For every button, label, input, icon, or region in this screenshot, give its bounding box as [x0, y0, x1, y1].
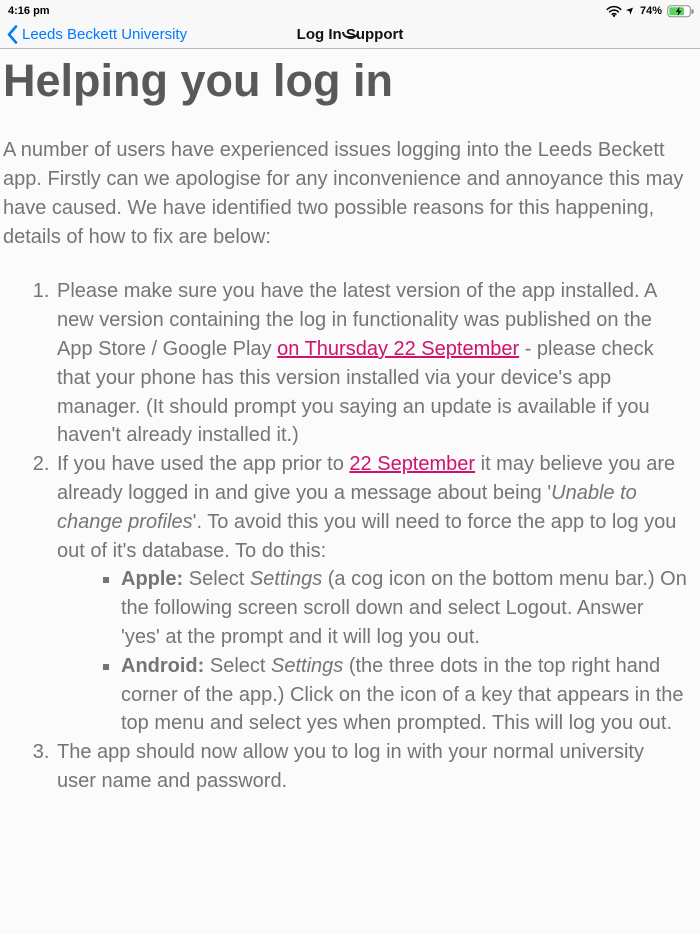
- android-text-cont: (the three dots in the top right hand corner of the app.) Click on the icon of a key that appears in the top menu and select yes when prompted. This will log you out.: [121, 654, 684, 735]
- step-item-1: [55, 277, 687, 450]
- steps-list: [3, 277, 687, 795]
- intro-paragraph: A number of users have experienced issues logging into the Leeds Beckett app. Firstly can we apologise for any inconvenience and annoyance this may have caused. We have identified two possible reasons for this happening, details of how to fix are below:: [3, 139, 684, 248]
- unable-to-change-profiles-italic: Unable to change profiles: [57, 482, 637, 533]
- step-item-2: [55, 450, 687, 738]
- step-3-text: The app should now allow you to log in with your normal university user name and password.: [57, 741, 644, 792]
- step-2-text-end: '. To avoid this you will need to force the app to log you out of it's database. To do this:: [57, 510, 677, 562]
- apple-text-cont: (a cog icon on the bottom menu bar.) On the following screen scroll down and select Logout. Answer 'yes' at the prompt and it will log you out.: [121, 568, 687, 648]
- page-heading: Helping you log in: [3, 55, 393, 106]
- nav-title: Log In Support: [296, 25, 404, 43]
- wifi-icon: [606, 5, 622, 17]
- location-arrow-icon: ➤: [623, 3, 638, 18]
- apple-instructions-item: [121, 565, 687, 651]
- step-1-text: Please make sure you have the latest version of the app installed. A new version containing the log in functionality was published on the App Store / Google Play: [57, 280, 657, 361]
- thursday-22-september-link[interactable]: on Thursday 22 September: [277, 338, 520, 361]
- step-item-3: [55, 738, 687, 796]
- page-content: [0, 49, 700, 796]
- apple-label: Apple:: [121, 568, 184, 591]
- status-time: 4:16 pm: [8, 5, 50, 17]
- step-2-text: If you have used the app prior to: [57, 453, 350, 476]
- back-button-label: Leeds Beckett University: [22, 25, 188, 43]
- nav-bar: [0, 20, 700, 49]
- platform-list: [57, 565, 687, 738]
- battery-charging-icon: [667, 5, 694, 18]
- apple-settings-italic: Settings: [249, 568, 323, 591]
- android-label: Android:: [121, 654, 205, 677]
- 22-september-link[interactable]: 22 September: [349, 453, 476, 476]
- android-instructions-item: [121, 652, 687, 738]
- android-settings-italic: Settings: [271, 654, 344, 677]
- apple-text: Select: [183, 568, 250, 591]
- step-1-text-cont: - please check that your phone has this version installed via your device's app manager. (It should prompt you saying an update is available if you haven't already installed it.): [57, 338, 654, 447]
- back-button[interactable]: [7, 20, 187, 48]
- chevron-left-icon: [7, 25, 18, 44]
- status-icons: [606, 5, 694, 18]
- android-text: Select: [204, 654, 272, 677]
- status-bar: [0, 0, 700, 20]
- battery-percent: 74%: [639, 5, 662, 17]
- step-2-text-cont: it may believe you are already logged in and give you a message about being ': [57, 453, 676, 505]
